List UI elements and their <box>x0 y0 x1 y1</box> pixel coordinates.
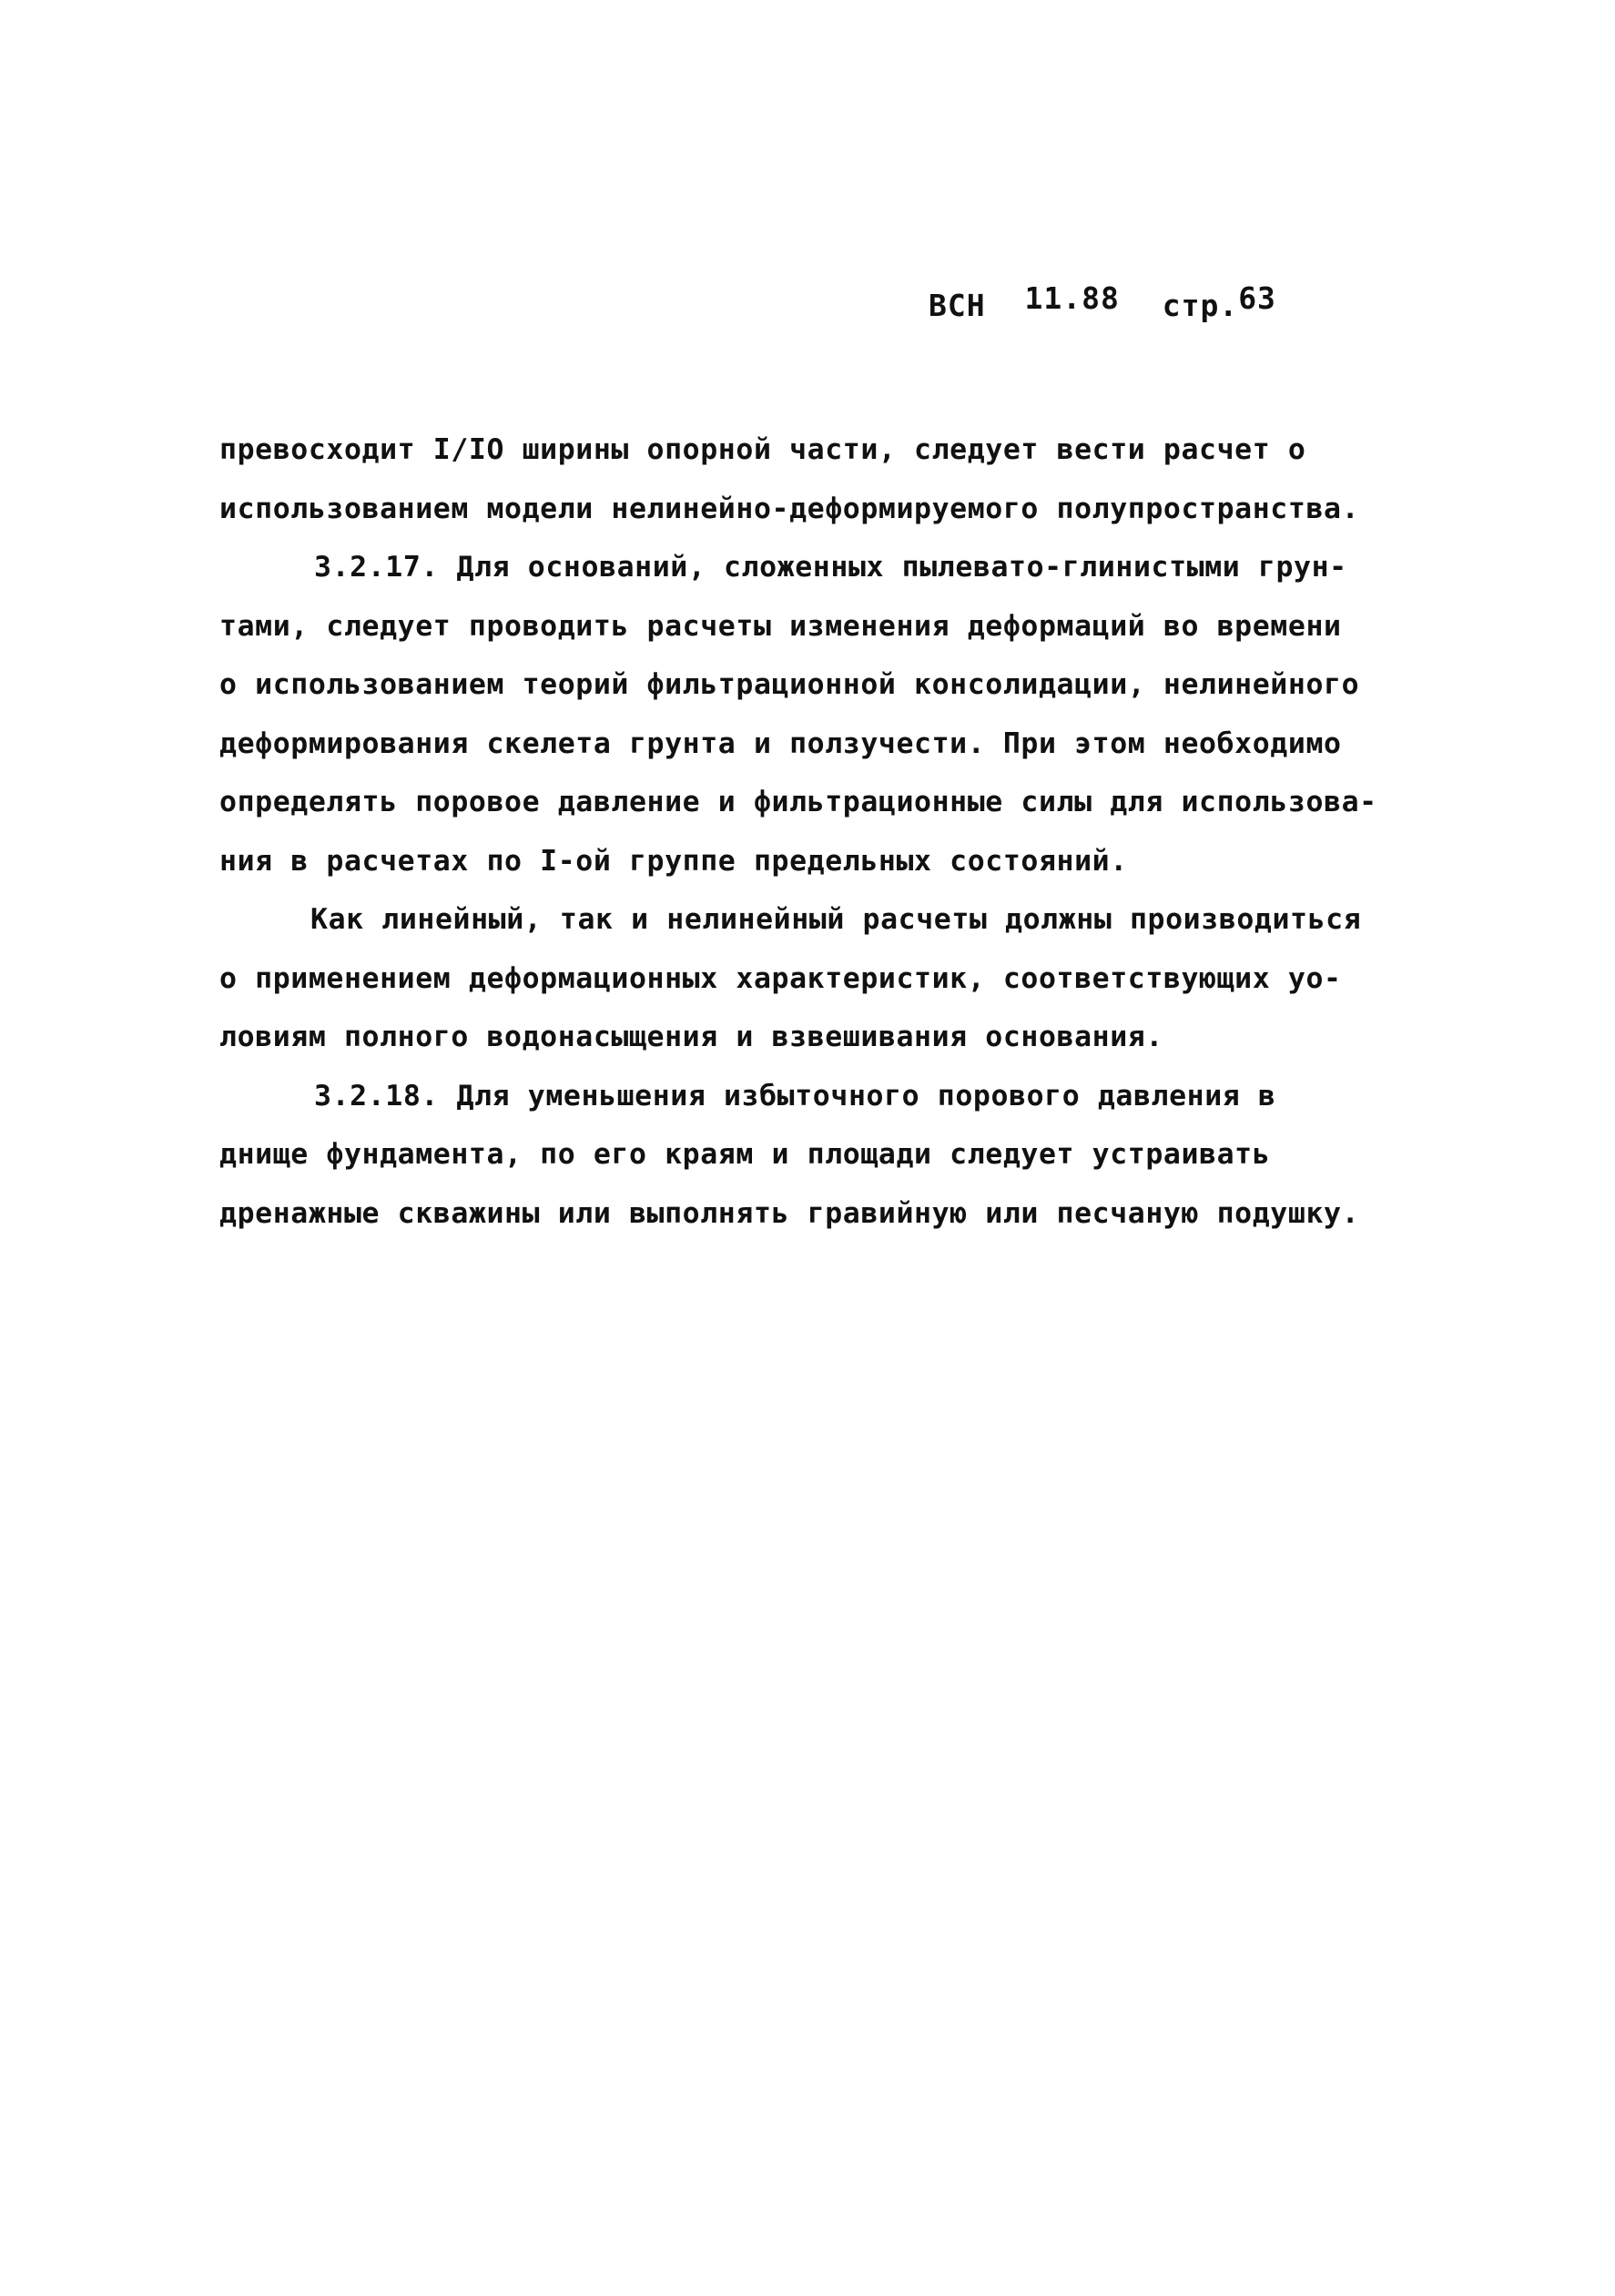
page-number-label <box>1162 280 1276 323</box>
text-line: использованием модели нелинейно-деформируемого полупространства. <box>219 492 1360 525</box>
text-line: ния в расчетах по I-ой группе предельных состояний. <box>219 844 1128 878</box>
text-line: тами, следует проводить расчеты изменения деформаций во времени <box>219 609 1342 643</box>
text-line: днище фундамента, по его краям и площади следует устраивать <box>219 1138 1271 1171</box>
page-header <box>929 280 1276 323</box>
text-line: превосходит I/IO ширины опорной части, следует вести расчет о <box>219 433 1306 466</box>
text-line: ловиям полного водонасыщения и взвешивания основания. <box>219 1021 1163 1053</box>
text-line: 3.2.17. Для оснований, сложенных пылевато-глинистыми грун- <box>314 551 1347 584</box>
page-number: 63 <box>1238 280 1276 316</box>
text-line: о применением деформационных характеристик, соответствующих уо- <box>219 961 1342 995</box>
document-series: ВСН <box>929 288 986 323</box>
text-line: дренажные скважины или выполнять гравийную или песчаную подушку. <box>219 1196 1360 1230</box>
text-line: о использованием теорий фильтрационной консолидации, нелинейного <box>219 668 1360 701</box>
page-prefix: стр. <box>1162 288 1239 323</box>
text-line: Как линейный, так и нелинейный расчеты должны производиться <box>310 903 1362 936</box>
text-line: деформирования скелета грунта и ползучести. При этом необходимо <box>219 726 1342 760</box>
body-text <box>219 421 1430 1243</box>
document-number: 11.88 <box>1024 280 1120 316</box>
text-line: 3.2.18. Для уменьшения избыточного порового давления в <box>314 1079 1276 1112</box>
text-line: определять поровое давление и фильтрационные силы для использова- <box>219 786 1377 818</box>
